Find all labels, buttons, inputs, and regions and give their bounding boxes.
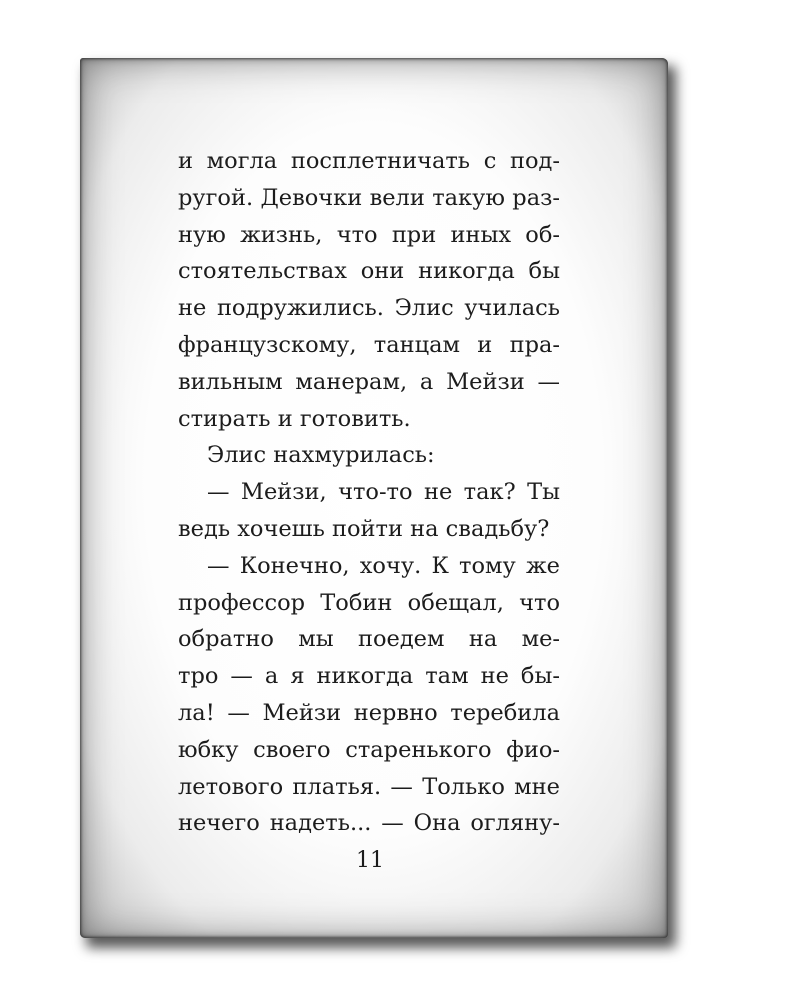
text-line: ла! — Мейзи нервно теребила	[178, 699, 560, 726]
text-line: тро — а я никогда там не бы-	[178, 663, 560, 690]
text-line: юбку своего старенького фио-	[178, 736, 560, 763]
text-line: нечего надеть... — Она огляну-	[178, 810, 560, 837]
text-line: — Конечно, хочу. К тому же	[207, 552, 560, 579]
text-line: ную жизнь, что при иных об-	[178, 221, 560, 248]
text-line: стоятельствах они никогда бы	[178, 258, 560, 285]
text-line: профессор Тобин обещал, что	[178, 589, 560, 616]
page-text	[178, 143, 560, 842]
page-number: 11	[356, 848, 384, 873]
text-line: Элис нахмурилась:	[207, 442, 435, 469]
text-line: ругой. Девочки вели такую раз-	[178, 184, 560, 211]
text-line: — Мейзи, что-то не так? Ты	[207, 479, 560, 506]
text-line: ведь хочешь пойти на свадьбу?	[178, 515, 550, 542]
text-line: летового платья. — Только мне	[178, 773, 560, 800]
text-line: вильным манерам, а Мейзи —	[178, 368, 560, 395]
text-line: и могла посплетничать с под-	[178, 148, 560, 174]
text-line: стирать и готовить.	[178, 405, 411, 432]
text-line: не подружились. Элис училась	[178, 295, 560, 322]
text-line: французскому, танцам и пра-	[178, 331, 560, 358]
text-line: обратно мы поедем на ме-	[178, 626, 560, 653]
